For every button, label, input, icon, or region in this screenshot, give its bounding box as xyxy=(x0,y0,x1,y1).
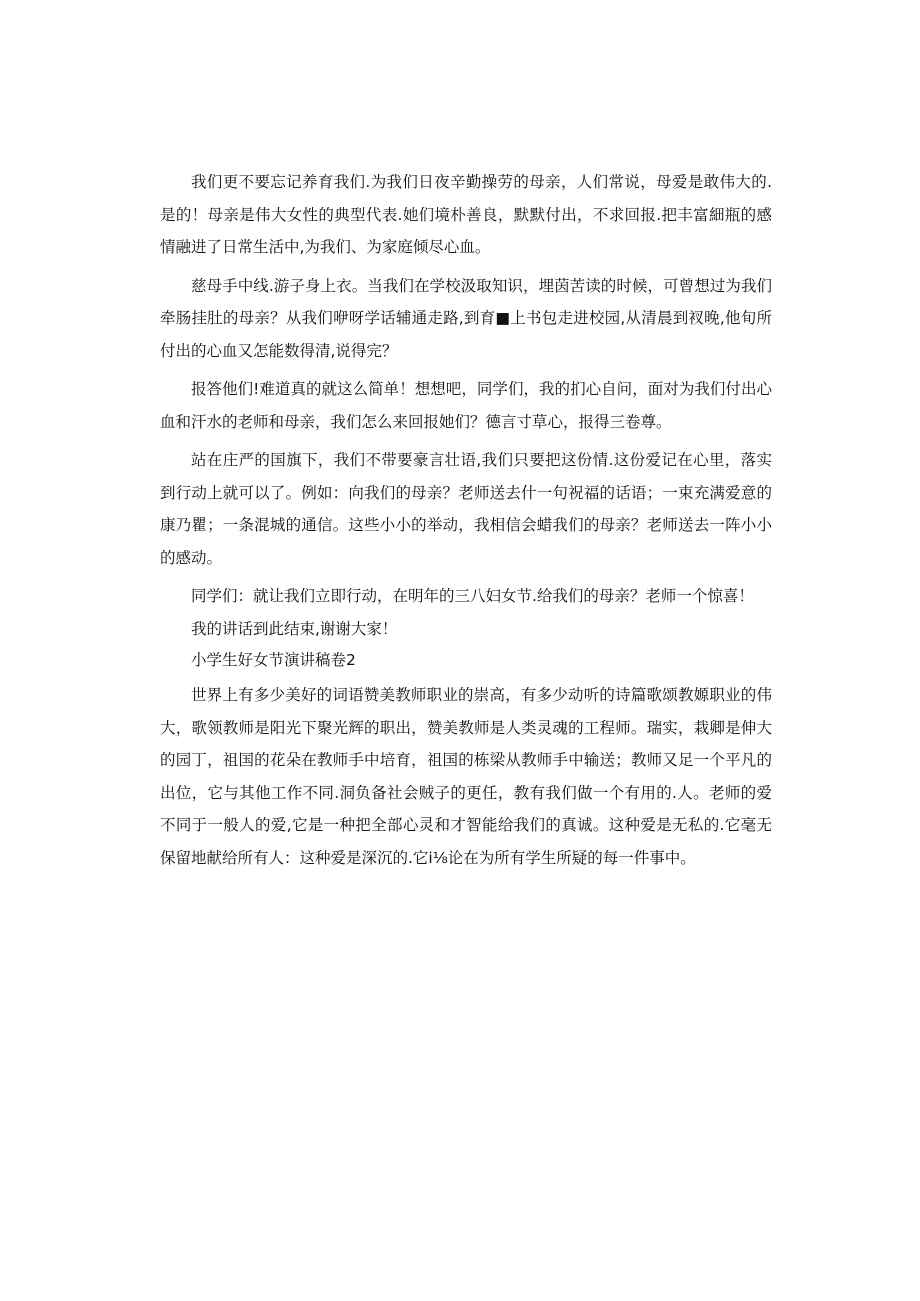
paragraph-repaying: 报答他们!难道真的就这么简单！想想吧，同学们，我的扪心自问，面对为我们付出心血和汗水的老师和母亲，我们怎么来回报她们？德言寸草心，报得三卷尊。 xyxy=(160,380,772,431)
paragraph-closing: 我的讲话到此结束,谢谢大家！ xyxy=(191,619,398,638)
section-heading: 小学生好女节演讲稿卷2 xyxy=(191,651,356,669)
paragraph-call-to-action: 同学们：就让我们立即行动，在明年的三八妇女节.给我们的母亲？老师一个惊喜！ xyxy=(191,587,754,605)
document-body xyxy=(160,166,772,880)
paragraph-teachers-praise: 世界上有多少美好的词语赞美教师职业的崇高，有多少动听的诗篇歌颂教嫄职业的伟大，歌领教师是阳光下聚光辉的职出，赞美教师是人类灵魂的工程师。瑞实，栽卿是伸大的园丁，祖国的花朵在教师手中培育，祖国的栋梁从教师手中输送；教师又足一个平凡的出位，它与其他工作不同.洞负备社会贼子的更任，教有我们做一个有用的.人。老师的爱不同于一般人的爱,它是一种把全部心灵和才智能给我们的真诚。这种爱是无私的.它毫无保留地献给所有人：这种爱是深沉的.它i⅛论在为所有学生所疑的每一件事中。 xyxy=(160,686,772,867)
paragraph-mothers-gratitude: 我们更不要忘记养育我们.为我们日夜辛勤操劳的母亲，人们常说，母爱是敢伟大的.是的！母亲是伟大女性的典型代表.她们境朴善良，默默付出，不求回报.把丰富細瓶的感情融进了日常生活中,为我们、为家庭倾尽心血。 xyxy=(160,173,772,256)
paragraph-action: 站在庄严的国旗下，我们不带要豪言壮语,我们只要把这份情.这份爱记在心里，落实到行动上就可以了。例如：向我们的母亲？老师送去什一句祝福的话语；一束充满爱意的康乃瞿；一条混城的通信。这些小小的举动，我相信会蜡我们的母亲？老师送去一阵小小的感动。 xyxy=(160,451,772,567)
paragraph-mothers-sacrifice: 慈母手中线.游子身上衣。当我们在学校汲取知识，埋茵苦读的时候，可曾想过为我们牵肠挂肚的母亲？从我们咿呀学话辅通走路,到育■上书包走进校园,从清晨到衩晚,他旬所付出的心血又怎能数得清,说得完？ xyxy=(160,276,772,360)
